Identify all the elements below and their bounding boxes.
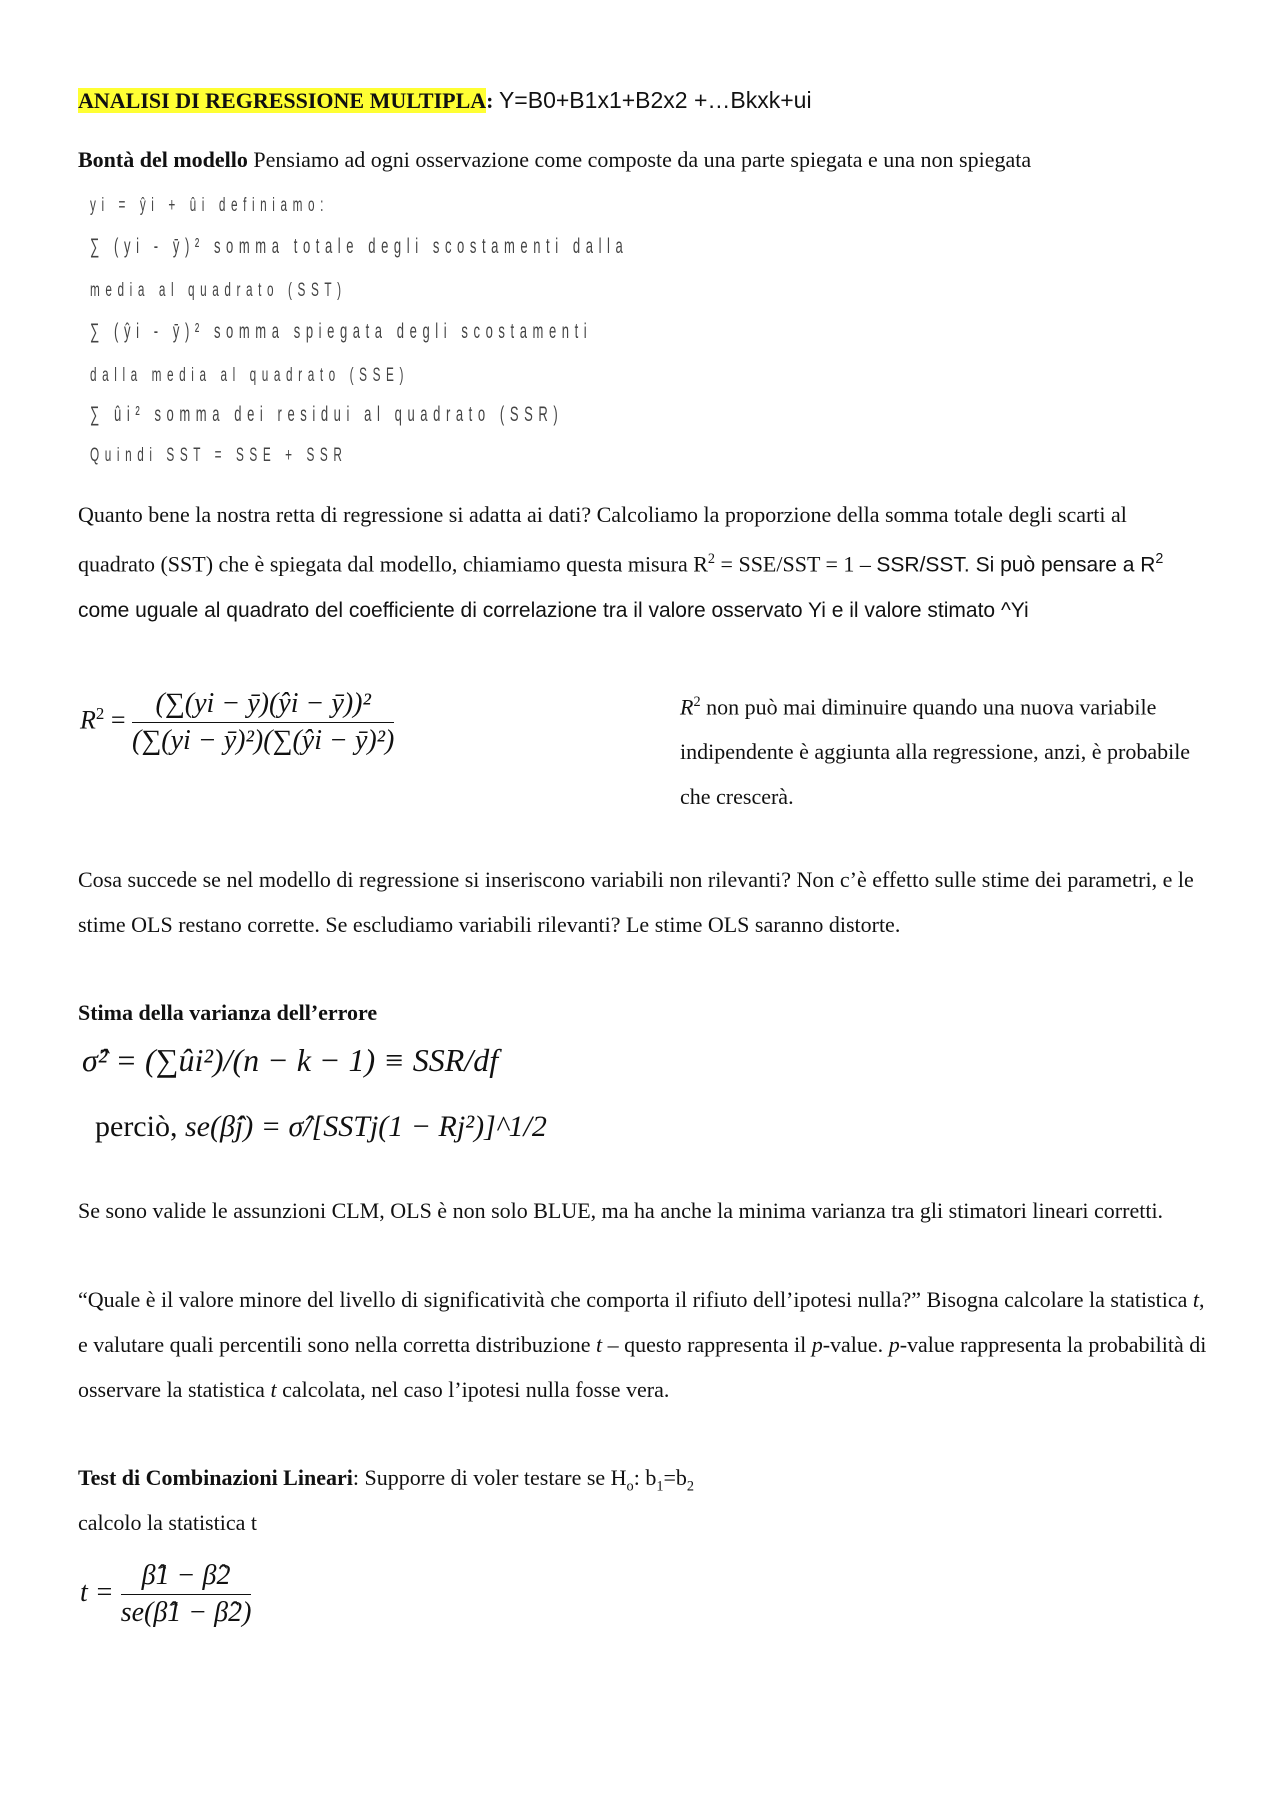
r2-text-c: SSR/SST. Si può pensare a R bbox=[876, 553, 1156, 577]
test-sub-1: 1 bbox=[656, 1478, 664, 1495]
pvalue-f: calcolata, nel caso l’ipotesi nulla fosse vera. bbox=[282, 1377, 670, 1402]
def-line-4: ∑ (ŷi - ȳ)² somma spiegata degli scostamenti bbox=[90, 320, 593, 343]
title-colon: : bbox=[486, 88, 494, 113]
r2-text-a: Quanto bene la nostra retta di regressione si adatta ai dati? Calcoliamo la proporzione della somma totale degli scarti al quadrato (SST) che è spiegata dal modello, chiamiamo questa misura R bbox=[78, 502, 1127, 577]
r2-fraction bbox=[132, 688, 394, 757]
pvalue-t3: t bbox=[270, 1377, 277, 1402]
t-denominator: se(β̂1 − β̂2) bbox=[120, 1597, 252, 1628]
t-formula bbox=[80, 1560, 251, 1629]
t-lhs: t = bbox=[80, 1576, 114, 1608]
se-formula bbox=[95, 1110, 547, 1144]
pvalue-e: -value rappresenta la probabilità di osservare la statistica bbox=[78, 1332, 1207, 1402]
bonta-paragraph bbox=[78, 137, 1208, 182]
r2-formula: $R^2$ = $\frac{\text{(∑(yi − ȳ)(ŷi − ȳ))²}}{\text{(∑(yi − ȳ)²)(∑(ŷi − ȳ)²)}}$ bbox=[80, 688, 395, 756]
r2-text-d: come uguale al quadrato del coefficiente di correlazione tra il valore osservato Yi e il valore stimato ^Yi bbox=[78, 599, 1029, 623]
pvalue-p1: p bbox=[811, 1332, 823, 1357]
pvalue-d: -value. bbox=[822, 1332, 884, 1357]
test-text2: : b bbox=[633, 1465, 657, 1490]
r2-note-text: non può mai diminuire quando una nuova variabile indipendente è aggiunta alla regressione, anzi, è probabile che crescerà. bbox=[680, 694, 1191, 810]
pvalue-b: , e valutare quali percentili sono nella corretta distribuzione bbox=[78, 1287, 1205, 1357]
title-highlight: ANALISI DI REGRESSIONE MULTIPLA bbox=[78, 88, 487, 113]
pvalue-p2: p bbox=[888, 1332, 900, 1357]
r2-lhs: R bbox=[80, 705, 96, 735]
def-line-6: ∑ ûi² somma dei residui al quadrato (SSR) bbox=[90, 403, 564, 426]
def-line-2: ∑ (yi - ȳ)² somma totale degli scostamenti dalla bbox=[90, 235, 629, 258]
bonta-text: Pensiamo ad ogni osservazione come composte da una parte spiegata e una non spiegata bbox=[253, 147, 1032, 172]
clm-paragraph: Se sono valide le assunzioni CLM, OLS è non solo BLUE, ma ha anche la minima varianza tra gli stimatori lineari corretti. bbox=[78, 1198, 1164, 1223]
stima-heading: Stima della varianza dell’errore bbox=[78, 1000, 378, 1025]
def-line-1: yi = ŷi + ûi definiamo: bbox=[90, 195, 330, 216]
r2-denominator: (∑(yi − ȳ)²)(∑(ŷi − ȳ)²) bbox=[132, 725, 395, 756]
test-eq: =b bbox=[663, 1465, 687, 1490]
se-prefix: perciò, bbox=[95, 1110, 178, 1143]
r2-numerator: (∑(yi − ȳ)(ŷi − ȳ))² bbox=[132, 688, 394, 723]
calc-line: calcolo la statistica t bbox=[78, 1510, 257, 1535]
pvalue-t2: t bbox=[596, 1332, 603, 1357]
bonta-heading: Bontà del modello bbox=[78, 147, 248, 172]
r2-text-b: = SSE/SST = 1 – bbox=[715, 551, 871, 577]
r2-paragraph: Quanto bene la nostra retta di regressione si adatta ai dati? Calcoliamo la proporzione della somma totale degli scarti al quadrato (SST) che è spiegata dal modello, chiamiamo questa misura $R^2 = SSE/SST = 1 - SSR/SST$. Si può pensare a $R^2$ come uguale al quadrato del coefficiente di correlazione tra il valore osservato Yi e il valore stimato ^Yi bbox=[78, 502, 1164, 623]
r2-side-note: $R^2$ non può mai diminuire quando una nuova variabile indipendente è aggiunta alla regressione, anzi, è probabile che crescerà. bbox=[680, 694, 1191, 810]
title-formula: Y=B0+B1x1+B2x2 +…Bkxk+ui bbox=[498, 87, 812, 113]
t-numerator: β̂1 − β̂2 bbox=[121, 1560, 252, 1595]
def-line-7: Quindi SST = SSE + SSR bbox=[90, 445, 348, 466]
sigma-formula: σ̂² = (∑ûi²)/(n − k − 1) ≡ SSR/df bbox=[82, 1042, 499, 1078]
pvalue-paragraph bbox=[78, 1277, 1208, 1412]
pvalue-c: – questo rappresenta il bbox=[607, 1332, 807, 1357]
title-line bbox=[78, 78, 1208, 123]
def-line-5: dalla media al quadrato (SSE) bbox=[90, 365, 409, 386]
pvalue-a: “Quale è il valore minore del livello di significatività che comporta il rifiuto dell’ipotesi nulla?” Bisogna calcolare la statistica bbox=[78, 1287, 1188, 1312]
r2-note-symbol: R bbox=[680, 694, 694, 720]
test-sub-o: o bbox=[626, 1478, 634, 1495]
se-expression: se(β̂j) = σ̂/[SSTj(1 − Rj²)]^1/2 bbox=[184, 1110, 547, 1143]
test-sub-2: 2 bbox=[686, 1478, 695, 1495]
variables-paragraph: Cosa succede se nel modello di regressione si inseriscono variabili non rilevanti? Non c’è effetto sulle stime dei parametri, e le stime OLS restano corrette. Se escludiamo variabili rilevanti? Le stime OLS saranno distorte. bbox=[78, 867, 1194, 937]
test-heading: Test di Combinazioni Lineari bbox=[78, 1465, 353, 1490]
def-line-3: media al quadrato (SST) bbox=[90, 280, 347, 301]
test-text: : Supporre di voler testare se H bbox=[352, 1465, 627, 1490]
pvalue-t1: t bbox=[1192, 1287, 1200, 1312]
t-fraction bbox=[121, 1560, 252, 1629]
